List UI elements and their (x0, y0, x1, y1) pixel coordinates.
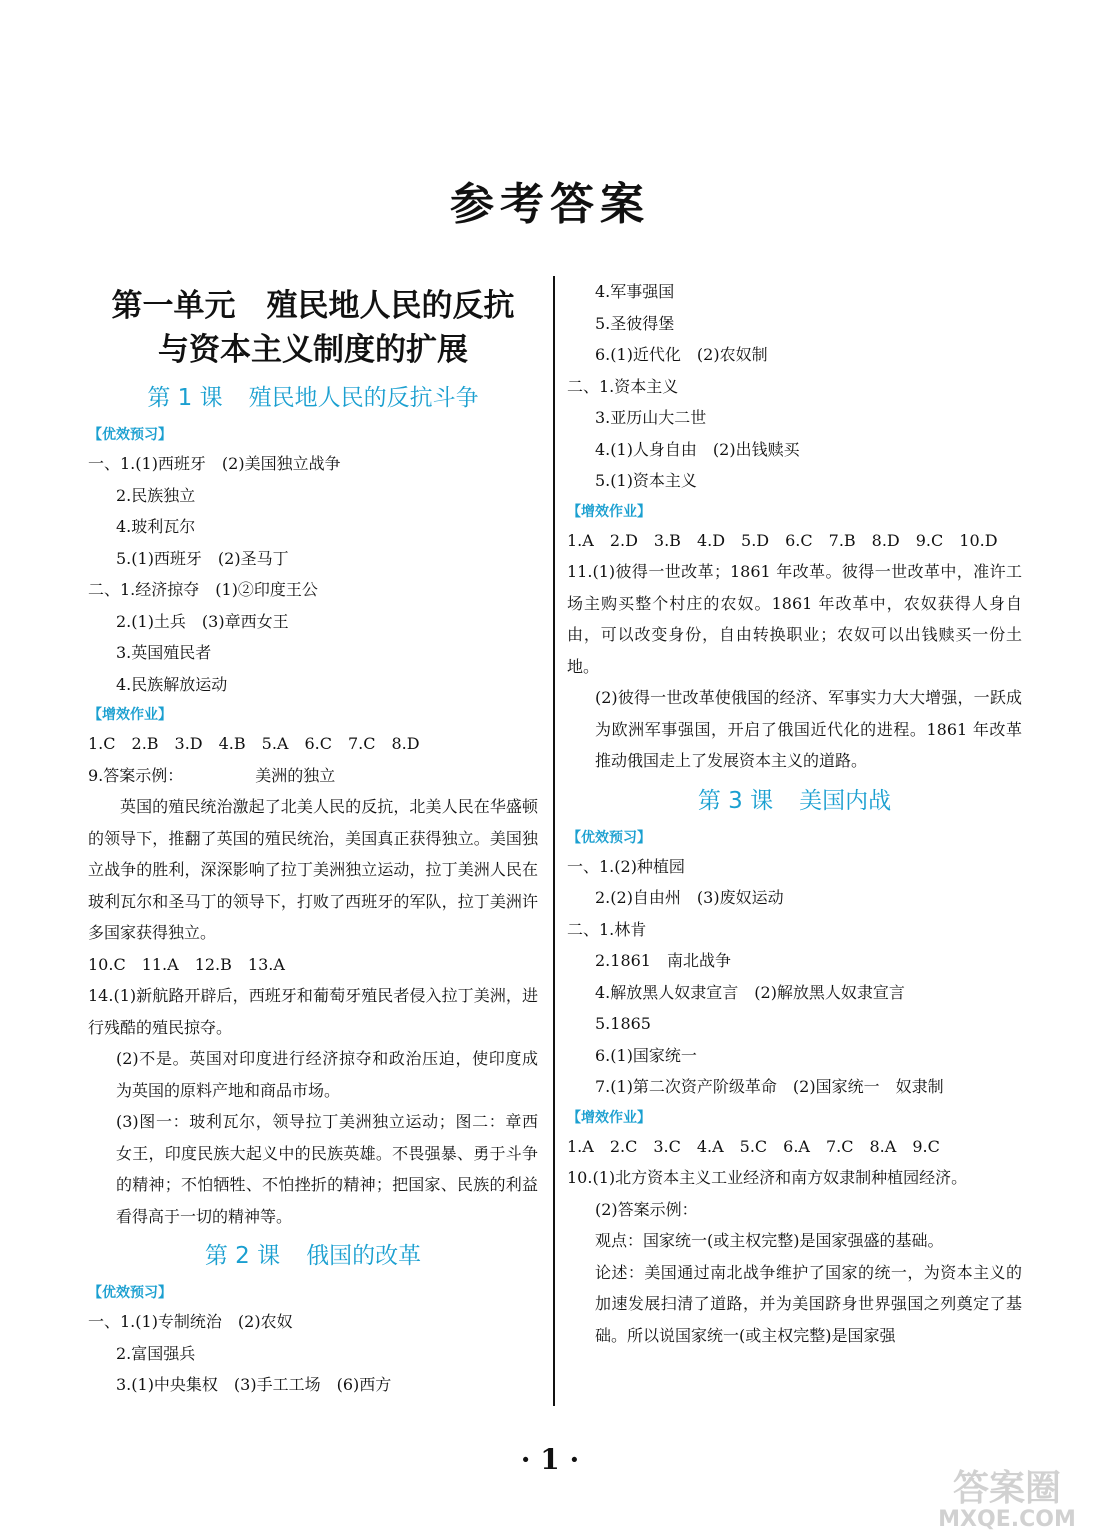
answer-line: (2)答案示例： (595, 1199, 698, 1219)
answer-line: 4.(1)人身自由 (2)出钱赎买 (595, 439, 800, 459)
lesson-3-name: 美国内战 (799, 787, 892, 814)
answer-line: 5.(1)西班牙 (2)圣马丁 (116, 548, 289, 568)
answer-line: 9.答案示例： 美洲的独立 (88, 765, 336, 785)
answer-line: 一、1.(1)西班牙 (2)美国独立战争 (88, 454, 341, 473)
column-divider (553, 276, 555, 1406)
answer-line: 10.(1)北方资本主义工业经济和南方奴隶制种植园经济。 (567, 1168, 968, 1187)
answer-line: 一、1.(2)种植园 (567, 856, 685, 876)
answer-14-1: 14.(1)新航路开辟后，西班牙和葡萄牙殖民者侵入拉丁美洲，进行残酷的殖民掠夺。 (88, 986, 538, 1037)
lesson-3-heading (567, 781, 1022, 821)
answer-paragraph: 11.(1)彼得一世改革；1861 年改革。彼得一世改革中，准许工场主购买整个村庄的农奴。1861 年改革中，农奴获得人身自由，可以改变身份，自由转换职业；农奴可以出钱赎买一份土地。 (567, 562, 1022, 676)
right-column (567, 276, 1022, 1351)
section-preview-label: 【优效预习】 (88, 1285, 172, 1301)
answer-line: 3.(1)中央集权 (3)手工工场 (6)西方 (116, 1375, 392, 1394)
lesson-3-number: 第 3 课 (697, 787, 774, 814)
answer-line: 1.C 2.B 3.D 4.B 5.A 6.C 7.C 8.D (88, 734, 420, 753)
answer-line: 5.(1)资本主义 (595, 471, 697, 490)
lesson-1-number: 第 1 课 (147, 385, 223, 411)
answer-line: 10.C 11.A 12.B 13.A (88, 954, 285, 974)
answer-line: 二、1.资本主义 (567, 376, 679, 396)
left-column (88, 276, 538, 1401)
answer-line: 4.军事强国 (595, 282, 675, 301)
answer-line: 2.(2)自由州 (3)废奴运动 (595, 888, 784, 907)
section-homework-label: 【增效作业】 (567, 1109, 651, 1126)
answer-line: 6.(1)近代化 (2)农奴制 (595, 345, 768, 364)
page-title: 参考答案 (450, 179, 650, 230)
section-preview-label: 【优效预习】 (567, 829, 651, 846)
page-number: · 1 · (520, 1443, 580, 1476)
answer-paragraph: 观点：国家统一(或主权完整)是国家强盛的基础。 (595, 1231, 944, 1250)
section-homework-label: 【增效作业】 (88, 707, 172, 723)
answer-line: 4.玻利瓦尔 (116, 517, 196, 536)
answer-line: 5.圣彼得堡 (595, 313, 675, 333)
section-preview-label: 【优效预习】 (88, 427, 172, 443)
lesson-2-heading (88, 1236, 538, 1276)
lesson-1-name: 殖民地人民的反抗斗争 (248, 385, 479, 411)
answer-line: 4.解放黑人奴隶宣言 (2)解放黑人奴隶宣言 (595, 982, 905, 1002)
watermark-logo-text: 答案圈 (952, 1468, 1062, 1509)
answer-line: 7.(1)第二次资产阶级革命 (2)国家统一 奴隶制 (595, 1077, 944, 1096)
watermark-url-text: MXQE.COM (938, 1507, 1076, 1532)
lesson-2-number: 第 2 课 (204, 1243, 281, 1269)
answer-line: 6.(1)国家统一 (595, 1045, 697, 1065)
unit-title-line2: 与资本主义制度的扩展 (158, 332, 468, 368)
answer-line: 一、1.(1)专制统治 (2)农奴 (88, 1312, 293, 1331)
lesson-2-name: 俄国的改革 (306, 1243, 422, 1269)
lesson-1-heading (88, 378, 538, 418)
section-homework-label: 【增效作业】 (567, 503, 651, 520)
answer-line: 二、1.经济掠夺 (1)②印度王公 (88, 580, 318, 599)
watermark-logo (922, 1460, 1092, 1532)
answer-paragraph: (2)不是。英国对印度进行经济掠夺和政治压迫，使印度成为英国的原料产地和商品市场。 (116, 1049, 538, 1100)
answer-paragraph: (3)图一：玻利瓦尔，领导拉丁美洲独立运动；图二：章西女王，印度民族大起义中的民族英雄。不畏强暴、勇于斗争的精神；不怕牺牲、不怕挫折的精神；把国家、民族的利益看得高于一切的精神等。 (116, 1112, 538, 1226)
answer-line: 5.1865 (595, 1014, 651, 1033)
answer-paragraph: (2)彼得一世改革使俄国的经济、军事实力大大增强，一跃成为欧洲军事强国，开启了俄国近代化的进程。1861 年改革推动俄国走上了发展资本主义的道路。 (595, 688, 1022, 770)
answer-line: 4.民族解放运动 (116, 674, 228, 694)
answer-line: 2.民族独立 (116, 485, 196, 505)
answer-line: 2.富国强兵 (116, 1343, 196, 1363)
answer-paragraph: 论述：美国通过南北战争维护了国家的统一，为资本主义的加速发展扫清了道路，并为美国跻身世界强国之列奠定了基础。所以说国家统一(或主权完整)是国家强 (595, 1262, 1022, 1345)
answer-line: 2.(1)土兵 (3)章西女王 (116, 611, 289, 631)
answer-paragraph: 英国的殖民统治激起了北美人民的反抗，北美人民在华盛顿的领导下，推翻了英国的殖民统治，美国真正获得独立。美国独立战争的胜利，深深影响了拉丁美洲独立运动，拉丁美洲人民在玻利瓦尔和圣马丁的领导下，打败了西班牙的军队，拉丁美洲许多国家获得独立。 (88, 797, 538, 942)
answer-line: 1.A 2.D 3.B 4.D 5.D 6.C 7.B 8.D 9.C 10.D (567, 530, 998, 550)
answer-line: 二、1.林肯 (567, 919, 647, 939)
answer-line: 2.1861 南北战争 (595, 951, 731, 970)
lesson-1-preview-list (88, 448, 538, 700)
unit-title (88, 284, 538, 372)
answer-line: 1.A 2.C 3.C 4.A 5.C 6.A 7.C 8.A 9.C (567, 1136, 940, 1156)
answer-paragraph (88, 980, 538, 1043)
answer-line: 3.英国殖民者 (116, 643, 212, 662)
answer-line: 3.亚历山大二世 (595, 408, 707, 427)
unit-title-line1: 第一单元 殖民地人民的反抗 (111, 288, 515, 324)
